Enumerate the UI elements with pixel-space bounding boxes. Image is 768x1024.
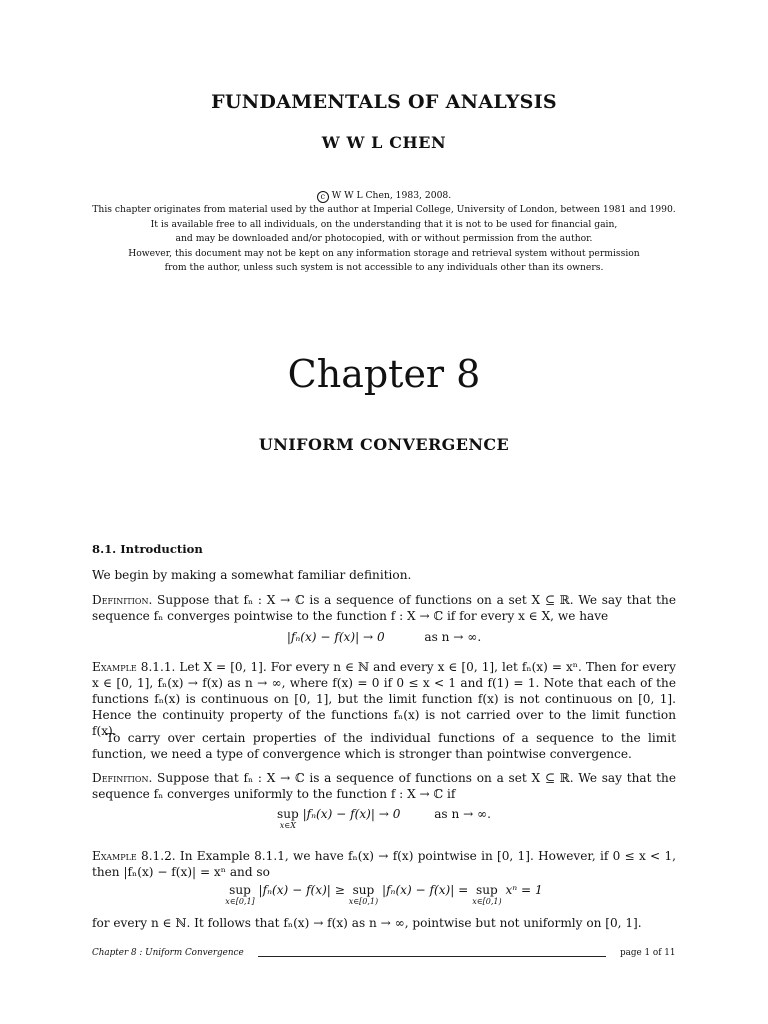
notice-line: It is available free to all individuals, on the understanding that it is not to be used for financial gain,	[150, 218, 618, 230]
sup-subscript: x∈X	[279, 821, 296, 830]
definition-text: Suppose that fₙ : X → ℂ is a sequence of functions on a set X ⊆ ℝ. We say that the sequence fₙ converges pointwise to the function f : X → ℂ if for every x ∈ X, we have	[92, 593, 676, 623]
notice-line: This chapter originates from material used by the author at Imperial College, University of London, between 1981 and 1990.	[92, 204, 676, 215]
definition-label: Definition.	[92, 593, 153, 607]
definition-pointwise	[92, 592, 676, 624]
definition-text: Suppose that fₙ : X → ℂ is a sequence of functions on a set X ⊆ ℝ. We say that the sequence fₙ converges uniformly to the function f : X → ℂ if	[92, 771, 676, 801]
sup-subscript: x∈[0,1)	[472, 897, 502, 906]
sup-operator	[472, 883, 501, 906]
equation-rhs: as n → ∞.	[424, 630, 482, 644]
display-equation-pointwise	[0, 630, 768, 644]
book-title: FUNDAMENTALS OF ANALYSIS	[211, 91, 557, 113]
sup-subscript: x∈[0,1)	[348, 897, 379, 906]
copyright-text: W W L Chen, 1983, 2008.	[331, 190, 452, 201]
copyright-notice	[0, 203, 768, 276]
definition-uniform	[92, 770, 676, 802]
copyright-line	[0, 189, 768, 204]
footer-divider	[258, 956, 606, 957]
display-equation-uniform	[0, 807, 768, 830]
equation-lhs: |fₙ(x) − f(x)| → 0	[286, 630, 385, 644]
author-name: W W L CHEN	[321, 133, 447, 152]
notice-line: However, this document may not be kept on any information storage and retrieval system without permission	[128, 247, 640, 259]
sup-operator	[349, 883, 378, 906]
motivation-paragraph: To carry over certain properties of the individual functions of a sequence to the limit function, we need a type of convergence which is stronger than pointwise convergence.	[92, 731, 676, 761]
example-text: Let X = [0, 1]. For every n ∈ ℕ and every x ∈ [0, 1], let fₙ(x) = xⁿ. Then for every x ∈ [0, 1], fₙ(x) → f(x) as n → ∞, where f(x) = 0 if 0 ≤ x < 1 and f(1) = 1. Note that each of the functions fₙ(x) is continuous on [0, 1], but the limit function f(x) is not continuous on [0, 1]. Hence the continuity property of the functions fₙ(x) is not carried over to the limit function f(x).	[92, 660, 676, 738]
example-text: In Example 8.1.1, we have fₙ(x) → f(x) pointwise in [0, 1]. However, if 0 ≤ x < 1, then |fₙ(x) − f(x)| = xⁿ and so	[92, 849, 676, 879]
footer-chapter-label: Chapter 8 : Uniform Convergence	[92, 948, 244, 958]
sup-word: sup	[277, 807, 299, 821]
sup-operator	[225, 883, 254, 906]
equation-term: |fₙ(x) − f(x)| ≥	[258, 883, 345, 897]
equation-lhs: |fₙ(x) − f(x)| → 0	[302, 807, 401, 821]
sup-word: sup	[476, 883, 498, 897]
sup-word: sup	[229, 883, 251, 897]
intro-paragraph: We begin by making a somewhat familiar definition.	[92, 568, 412, 582]
example-8-1-2	[92, 848, 676, 880]
footer-page-number: page 1 of 11	[620, 948, 676, 958]
example-conclusion: for every n ∈ ℕ. It follows that fₙ(x) → f(x) as n → ∞, pointwise but not uniformly on [0, 1].	[92, 916, 642, 930]
chapter-title: Chapter 8	[287, 352, 481, 396]
example-label: Example 8.1.2.	[92, 849, 176, 863]
example-8-1-1	[92, 659, 676, 739]
section-heading: 8.1. Introduction	[92, 542, 203, 556]
sup-subscript: x∈[0,1]	[225, 897, 255, 906]
notice-line: from the author, unless such system is not accessible to any individuals other than its owners.	[164, 262, 604, 273]
example-label: Example 8.1.1.	[92, 660, 176, 674]
equation-term: xⁿ = 1	[505, 883, 543, 897]
notice-line: and may be downloaded and/or photocopied, with or without permission from the author.	[175, 233, 593, 244]
copyright-icon: c	[317, 191, 329, 203]
chapter-subtitle: UNIFORM CONVERGENCE	[258, 435, 510, 454]
sup-operator	[277, 807, 299, 830]
equation-rhs: as n → ∞.	[434, 807, 491, 821]
sup-word: sup	[352, 883, 375, 897]
equation-term: |fₙ(x) − f(x)| =	[382, 883, 469, 897]
definition-label: Definition.	[92, 771, 153, 785]
display-equation-sup-chain	[0, 883, 768, 906]
